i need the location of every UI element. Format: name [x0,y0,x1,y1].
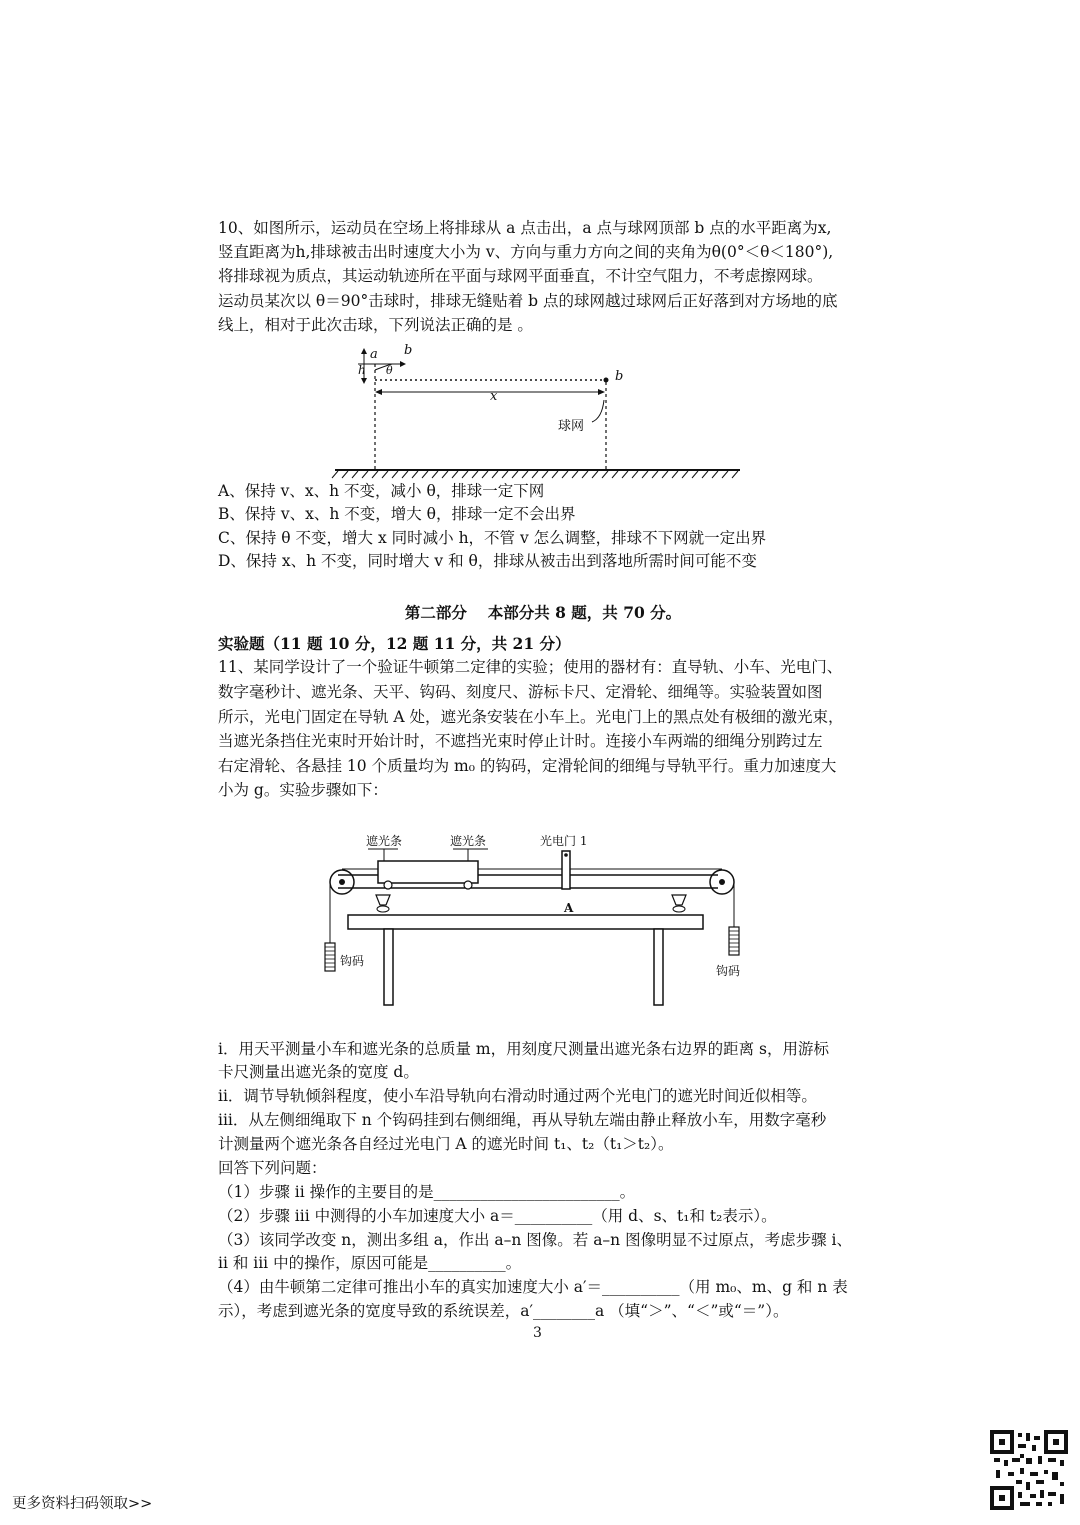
volleyball-figure [330,340,750,480]
q10-line-4: 运动员某次以 θ＝90°击球时，排球无缝贴着 b 点的球网越过球网后正好落到对方场地的底 [218,292,838,310]
q11-line-2: 数字毫秒计、遮光条、天平、钩码、刻度尺、游标卡尺、定滑轮、细绳等。实验装置如图 [218,683,823,701]
q11-question-2: （2）步骤 iii 中测得的小车加速度大小 a＝__________（用 d、s、t₁和 t₂表示）。 [218,1207,777,1225]
label-a-point: A [564,901,574,915]
label-strip-1: 遮光条 [366,834,403,848]
q11-step-2: ii．调节导轨倾斜程度，使小车沿导轨向右滑动时通过两个光电门的遮光时间近似相等。 [218,1087,817,1105]
q11-line-5: 右定滑轮、各悬挂 10 个质量均为 m₀ 的钩码，定滑轮间的细绳与导轨平行。重力加速度大 [218,757,837,775]
label-x: x [490,389,498,404]
q11-step-3b: 计测量两个遮光条各自经过光电门 A 的遮光时间 t₁、t₂（t₁＞t₂）。 [218,1135,674,1153]
q10-line-1: 10、如图所示，运动员在空场上将排球从 a 点击出，a 点与球网顶部 b 点的水平距离为x, [218,219,832,237]
page-number: 3 [533,1325,542,1341]
q10-line-2: 竖直距离为h,排球被击出时速度大小为 v、方向与重力方向之间的夹角为θ(0°＜θ＜180°), [218,243,834,261]
q11-step-1b: 卡尺测量出遮光条的宽度 d。 [218,1063,419,1081]
label-photogate: 光电门 1 [540,834,588,848]
experiment-heading: 实验题（11 题 10 分，12 题 11 分，共 21 分） [218,634,571,653]
q11-step-3a: iii．从左侧细绳取下 n 个钩码挂到右侧细绳，再从导轨左端由静止释放小车，用数字毫秒 [218,1111,827,1129]
label-net: 球网 [558,419,585,434]
q11-question-3a: （3）该同学改变 n，测出多组 a，作出 a–n 图像。若 a–n 图像明显不过原点，考虑步骤 i、 [218,1231,852,1249]
q11-step-1a: i．用天平测量小车和遮光条的总质量 m，用刻度尺测量出遮光条右边界的距离 s，用游标 [218,1040,829,1058]
q11-line-6: 小为 g。实验步骤如下： [218,781,388,799]
label-a: a [370,347,378,362]
q11-question-4a: （4）由牛顿第二定律可推出小车的真实加速度大小 a′＝__________（用 m₀、m、g 和 n 表 [218,1278,848,1296]
apparatus-figure [318,825,758,1015]
label-b-top: b [404,343,413,358]
q10-line-5: 线上，相对于此次击球，下列说法正确的是 。 [218,316,533,334]
label-strip-2: 遮光条 [450,834,487,848]
label-weight-left: 钩码 [340,954,365,968]
q11-line-3: 所示，光电门固定在导轨 A 处，遮光条安装在小车上。光电门上的黑点处有极细的激光束， [218,708,844,726]
q11-line-4: 当遮光条挡住光束时开始计时，不遮挡光束时停止计时。连接小车两端的细绳分别跨过左 [218,732,823,750]
q10-line-3: 将排球视为质点，其运动轨迹所在平面与球网平面垂直，不计空气阻力，不考虑擦网球。 [218,267,823,285]
q10-option-b: B、保持 v、x、h 不变，增大 θ，排球一定不会出界 [218,505,576,523]
q10-option-c: C、保持 θ 不变，增大 x 同时减小 h，不管 v 怎么调整，排球不下网就一定出界 [218,529,767,547]
q10-option-a: A、保持 v、x、h 不变，减小 θ，排球一定下网 [218,482,545,500]
footer-scan-prompt[interactable]: 更多资料扫码领取>> [12,1496,153,1512]
label-h: h [358,363,366,377]
q11-question-1: （1）步骤 ii 操作的主要目的是________________________。 [218,1183,636,1201]
label-weight-right: 钩码 [716,964,741,978]
label-b: b [615,369,624,384]
q11-line-1: 11、某同学设计了一个验证牛顿第二定律的实验；使用的器材有：直导轨、小车、光电门、 [218,658,843,676]
qr-code-icon[interactable] [990,1430,1068,1510]
q11-answer-prompt: 回答下列问题： [218,1159,327,1177]
q11-question-3b: ii 和 iii 中的操作，原因可能是__________。 [218,1254,522,1272]
part2-heading: 第二部分 本部分共 8 题，共 70 分。 [404,603,682,622]
label-theta: θ [386,364,393,377]
q10-option-d: D、保持 x、h 不变，同时增大 v 和 θ，排球从被击出到落地所需时间可能不变 [218,552,757,570]
q11-question-4b: 示），考虑到遮光条的宽度导致的系统误差，a′________a （填“＞”、“＜”或“＝”）。 [218,1302,789,1320]
